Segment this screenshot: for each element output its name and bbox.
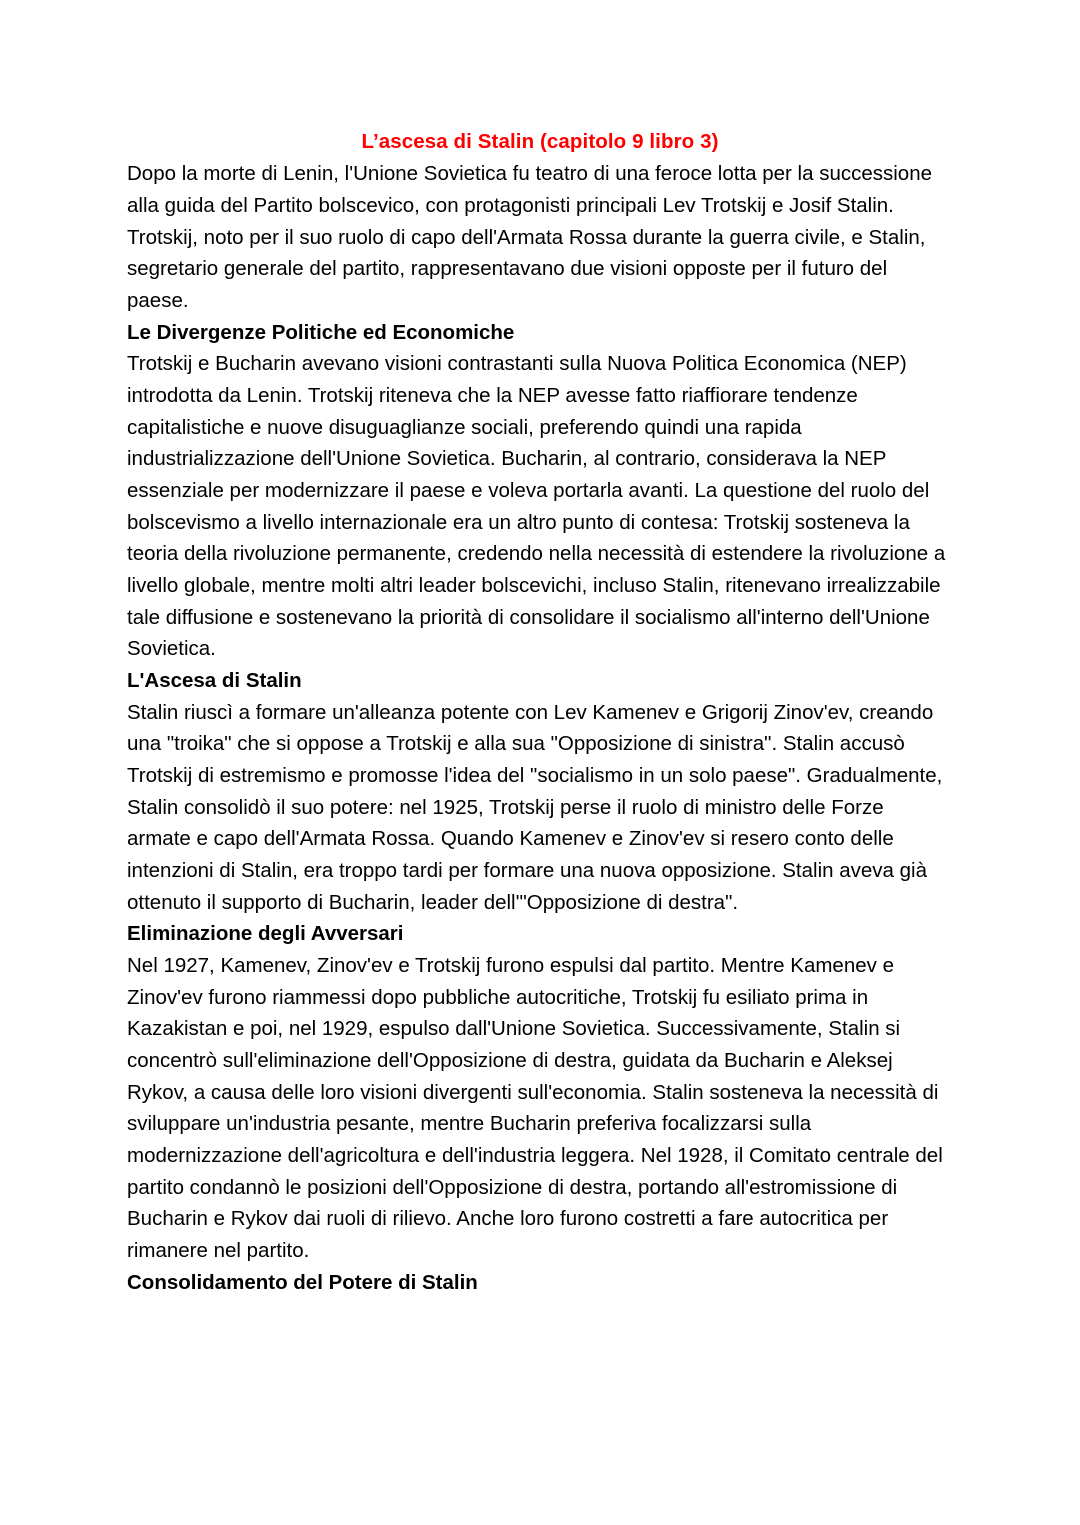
page-title: L’ascesa di Stalin (capitolo 9 libro 3)	[361, 130, 719, 153]
paragraph-divergenze: Trotskij e Bucharin avevano visioni contrastanti sulla Nuova Politica Economica (NEP) introdotta da Lenin. Trotskij riteneva che la NEP avesse fatto riaffiorare tendenze capitalistiche e nuove disuguaglianze sociali, preferendo quindi una rapida industrializzazione dell'Unione Sovietica. Bucharin, al contrario, considerava la NEP essenziale per modernizzare il paese e voleva portarla avanti. La questione del ruolo del bolscevismo a livello internazionale era un altro punto di contesa: Trotskij sosteneva la teoria della rivoluzione permanente, credendo nella necessità di estendere la rivoluzione a livello globale, mentre molti altri leader bolscevichi, incluso Stalin, ritenevano irrealizzabile tale diffusione e sostenevano la priorità di consolidare il socialismo all'interno dell'Unione Sovietica.	[127, 352, 946, 661]
section-heading-consolidamento: Consolidamento del Potere di Stalin	[127, 1270, 478, 1294]
paragraph-intro: Dopo la morte di Lenin, l'Unione Sovietica fu teatro di una feroce lotta per la successione alla guida del Partito bolscevico, con protagonisti principali Lev Trotskij e Josif Stalin. Trotskij, noto per il suo ruolo di capo dell'Armata Rossa durante la guerra civile, e Stalin, segretario generale del partito, rappresentavano due visioni opposte per il futuro del paese.	[127, 162, 933, 312]
section-heading-divergenze: Le Divergenze Politiche ed Economiche	[127, 320, 515, 344]
paragraph-eliminazione: Nel 1927, Kamenev, Zinov'ev e Trotskij furono espulsi dal partito. Mentre Kamenev e Zinov'ev furono riammessi dopo pubbliche autocritiche, Trotskij fu esiliato prima in Kazakistan e poi, nel 1929, espulso dall'Unione Sovietica. Successivamente, Stalin si concentrò sull'eliminazione dell'Opposizione di destra, guidata da Bucharin e Aleksej Rykov, a causa delle loro visioni divergenti sull'economia. Stalin sosteneva la necessità di sviluppare un'industria pesante, mentre Bucharin preferiva focalizzarsi sulla modernizzazione dell'agricoltura e dell'industria leggera. Nel 1928, il Comitato centrale del partito condannò le posizioni dell'Opposizione di destra, portando all'estromissione di Bucharin e Rykov dai ruoli di rilievo. Anche loro furono costretti a fare autocritica per rimanere nel partito.	[127, 954, 943, 1263]
section-heading-ascesa: L'Ascesa di Stalin	[127, 669, 302, 693]
paragraph-ascesa: Stalin riuscì a formare un'alleanza potente con Lev Kamenev e Grigorij Zinov'ev, creando una "troika" che si oppose a Trotskij e alla sua "Opposizione di sinistra". Stalin accusò Trotskij di estremismo e promosse l'idea del "socialismo in un solo paese". Gradualmente, Stalin consolidò il suo potere: nel 1925, Trotskij perse il ruolo di ministro delle Forze armate e capo dell'Armata Rossa. Quando Kamenev e Zinov'ev si resero conto delle intenzioni di Stalin, era troppo tardi per formare una nuova opposizione. Stalin aveva già ottenuto il supporto di Bucharin, leader dell'"Opposizione di destra".	[127, 700, 943, 914]
section-heading-eliminazione: Eliminazione degli Avversari	[127, 922, 404, 946]
